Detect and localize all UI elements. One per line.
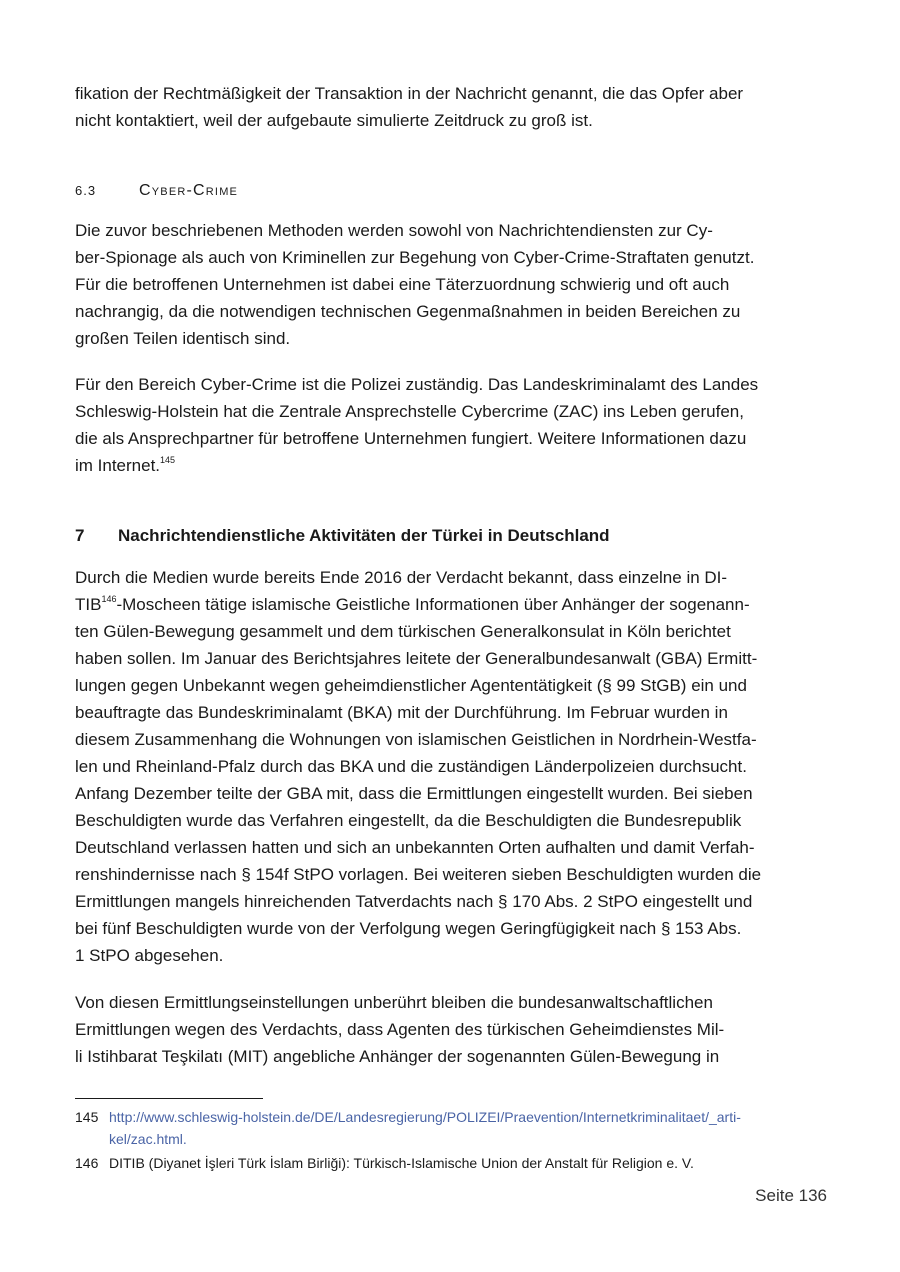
footnote-body [109,1106,741,1150]
text-fragment: -Moscheen tätige islamische Geistliche Informationen über Anhänger der sogenann- [116,595,750,614]
text-fragment: im Internet. [75,456,161,475]
footnote-link-continued[interactable]: kel/zac.html. [109,1131,187,1147]
text-line: Für den Bereich Cyber-Crime ist die Polizei zuständig. Das Landeskriminalamt des Landes [75,375,759,394]
text-line: len und Rheinland-Pfalz durch das BKA und die zuständigen Länderpolizeien durchsucht. [75,757,747,776]
paragraph-police-responsibility [75,371,758,479]
text-line: renshindernisse nach § 154f StPO vorlagen. Bei weiteren sieben Beschuldigten wurden die [75,865,762,884]
footnote-145 [75,1106,827,1150]
text-line: ber-Spionage als auch von Kriminellen zur Begehung von Cyber-Crime-Straftaten genutzt. [75,248,755,267]
text-line [75,452,758,479]
section-title: Cyber-Crime [139,182,239,199]
footnote-ref-146[interactable]: 146 [101,593,117,604]
text-line: Von diesen Ermittlungseinstellungen unberührt bleiben die bundesanwaltschaftlichen [75,993,713,1012]
text-line: Anfang Dezember teilte der GBA mit, dass die Ermittlungen eingestellt wurden. Bei sieben [75,784,753,803]
text-line: beauftragte das Bundeskriminalamt (BKA) mit der Durchführung. Im Februar wurden in [75,703,728,722]
section-heading-7 [75,526,610,546]
text-line: Ermittlungen wegen des Verdachts, dass Agenten des türkischen Geheimdienstes Mil- [75,1020,725,1039]
paragraph-mit-investigation [75,989,724,1070]
text-line: Schleswig-Holstein hat die Zentrale Ansprechstelle Cybercrime (ZAC) ins Leben gerufen, [75,402,744,421]
text-line: li Istihbarat Teşkilatı (MIT) angebliche Anhänger der sogenannten Gülen-Bewegung in [75,1047,720,1066]
section-number: 7 [75,526,85,545]
page-number: Seite 136 [755,1186,827,1205]
paragraph-cyber-crime-methods [75,217,754,352]
footnote-number: 146 [75,1155,99,1171]
footnote-text: DITIB (Diyanet İşleri Türk İslam Birliği): Türkisch-Islamische Union der Anstalt für Religion e. V. [109,1155,694,1171]
section-number: 6.3 [75,183,97,198]
text-line: großen Teilen identisch sind. [75,329,291,348]
footnote-separator [75,1098,263,1099]
text-line: die als Ansprechpartner für betroffene Unternehmen fungiert. Weitere Informationen dazu [75,429,747,448]
section-title: Nachrichtendienstliche Aktivitäten der Türkei in Deutschland [118,526,610,545]
text-line: fikation der Rechtmäßigkeit der Transaktion in der Nachricht genannt, die das Opfer aber [75,84,744,103]
text-line [75,591,761,618]
text-line: bei fünf Beschuldigten wurde von der Verfolgung wegen Geringfügigkeit nach § 153 Abs. [75,919,742,938]
text-line: Die zuvor beschriebenen Methoden werden sowohl von Nachrichtendiensten zur Cy- [75,221,713,240]
paragraph-intro [75,80,743,134]
text-line: Beschuldigten wurde das Verfahren eingestellt, da die Beschuldigten die Bundesrepublik [75,811,742,830]
text-line: ten Gülen-Bewegung gesammelt und dem türkischen Generalkonsulat in Köln berichtet [75,622,731,641]
text-line: lungen gegen Unbekannt wegen geheimdienstlicher Agententätigkeit (§ 99 StGB) ein und [75,676,747,695]
footnote-body [109,1152,694,1174]
paragraph-ditib-investigation [75,564,761,969]
text-fragment: TIB [75,595,102,614]
footnote-ref-145[interactable]: 145 [160,454,176,465]
footnote-link[interactable]: http://www.schleswig-holstein.de/DE/Landesregierung/POLIZEI/Praevention/Internetkriminalitaet/_arti- [109,1109,741,1125]
text-line: 1 StPO abgesehen. [75,946,224,965]
text-line: diesem Zusammenhang die Wohnungen von islamischen Geistlichen in Nordrhein-Westfa- [75,730,757,749]
text-line: haben sollen. Im Januar des Berichtsjahres leitete der Generalbundesanwalt (GBA) Ermitt- [75,649,758,668]
text-line: nicht kontaktiert, weil der aufgebaute simulierte Zeitdruck zu groß ist. [75,111,593,130]
document-page [75,0,827,1272]
text-line: Ermittlungen mangels hinreichenden Tatverdachts nach § 170 Abs. 2 StPO eingestellt und [75,892,753,911]
text-line: nachrangig, da die notwendigen technischen Gegenmaßnahmen in beiden Bereichen zu [75,302,741,321]
text-line: Durch die Medien wurde bereits Ende 2016 der Verdacht bekannt, dass einzelne in DI- [75,568,728,587]
text-line: Für die betroffenen Unternehmen ist dabei eine Täterzuordnung schwierig und oft auch [75,275,730,294]
footnote-146 [75,1152,827,1174]
footnote-number: 145 [75,1109,99,1125]
section-heading-6-3 [75,182,238,200]
text-line: Deutschland verlassen hatten und sich an unbekannten Orten aufhalten und damit Verfah- [75,838,755,857]
